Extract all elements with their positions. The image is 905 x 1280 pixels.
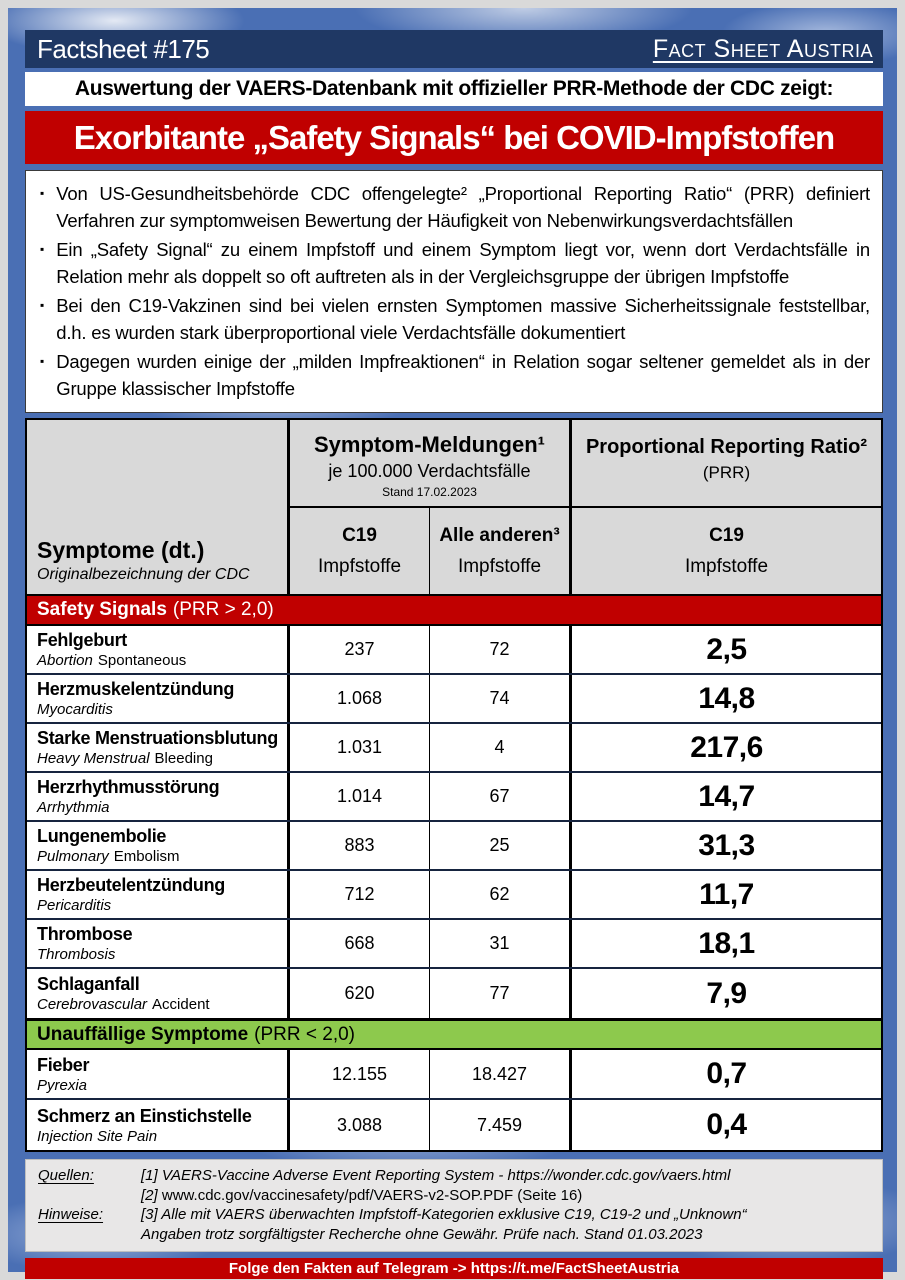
symptom-name-cell [27, 969, 290, 1018]
subtitle-strip [25, 72, 883, 106]
prr-value-cell: 11,7 [699, 877, 754, 911]
section-header-safety-signals: Safety Signals (PRR > 2,0) [27, 594, 881, 626]
sources-box [25, 1159, 883, 1252]
prr-value-cell: 31,3 [698, 828, 755, 862]
column-header-prr-c19: C19 Impfstoffe [684, 524, 769, 577]
other-count-cell: 4 [430, 724, 572, 771]
other-count-cell: 72 [430, 626, 572, 673]
table-row [27, 871, 881, 920]
data-table [25, 418, 883, 1152]
table-row [27, 822, 881, 871]
symptom-name-en: Pericarditis [37, 897, 112, 914]
symptom-name-cell [27, 822, 290, 869]
safety-signal-rows [27, 626, 881, 1018]
notes-lines [141, 1205, 872, 1244]
prr-value-cell: 2,5 [706, 632, 747, 666]
sources-row [38, 1166, 872, 1205]
square-bullet-icon: ▪ [40, 186, 45, 200]
symptom-name-de: Thrombose [37, 924, 133, 944]
symptom-name-de: Herzrhythmusstörung [37, 777, 220, 797]
prr-value-cell: 14,7 [698, 779, 755, 813]
other-count-cell: 18.427 [430, 1050, 572, 1098]
group-header-meldungen-subtitle: je 100.000 Verdachtsfälle [328, 461, 531, 481]
symptom-name-de: Herzbeutelentzündung [37, 875, 225, 895]
prr-value-cell: 0,7 [706, 1057, 747, 1090]
other-count-cell: 7.459 [430, 1100, 572, 1150]
table-row [27, 626, 881, 675]
group-header-meldungen [290, 420, 572, 508]
symptom-name-en: Cerebrovascular Accident [37, 996, 210, 1013]
c19-count-cell: 1.068 [290, 675, 430, 722]
bullet-item [40, 348, 870, 402]
column-header-alle-anderen: Alle anderen³ Impfstoffe [430, 508, 572, 594]
table-row [27, 675, 881, 724]
bullet-text: Von US-Gesundheitsbehörde CDC offengelegte² „Proportional Reporting Ratio“ (PRR) definiert Verfahren zur symptomweisen Bewertung der Häufigkeit von Nebenwirkungsverdachtsfällen [56, 183, 870, 231]
bullet-list [25, 170, 883, 413]
telegram-link-banner[interactable] [25, 1258, 883, 1279]
c19-count-cell: 1.014 [290, 773, 430, 820]
c19-count-cell: 237 [290, 626, 430, 673]
group-header-meldungen-title: Symptom-Meldungen¹ [314, 432, 545, 457]
symptom-name-cell [27, 920, 290, 967]
symptom-name-de: Schlaganfall [37, 974, 140, 994]
column-header-c19: C19 Impfstoffe [290, 508, 430, 594]
bullet-text: Bei den C19-Vakzinen sind bei vielen ernsten Symptomen massive Sicherheitssignale feststellbar, d.h. es wurden stark überproportional viele Verdachtsfälle dokumentiert [56, 295, 870, 343]
prr-value-cell: 7,9 [706, 976, 747, 1010]
bullet-text: Ein „Safety Signal“ zu einem Impfstoff und einem Symptom liegt vor, wenn dort Verdachtsfälle in Relation mehr als doppelt so oft auftreten als in der Vergleichsgruppe der übrigen Impfstoffe [56, 239, 870, 287]
symptom-name-de: Starke Menstruationsblutung [37, 728, 278, 748]
symptom-name-cell [27, 675, 290, 722]
column-header-symptome-subtitle: Originalbezeichnung der CDC [37, 566, 250, 583]
column-header-symptome [27, 420, 290, 594]
symptom-name-cell [27, 1100, 290, 1150]
table-row [27, 1100, 881, 1150]
bullet-text: Dagegen wurden einige der „milden Impfreaktionen“ in Relation sogar seltener gemeldet als in der Gruppe klassischer Impfstoffe [56, 351, 870, 399]
c19-count-cell: 12.155 [290, 1050, 430, 1098]
prr-value-cell: 14,8 [698, 681, 755, 715]
group-header-prr-subtitle: (PRR) [702, 463, 751, 482]
poster-background [8, 8, 897, 1277]
prr-value-cell: 0,4 [706, 1108, 747, 1141]
note-line-1: [3] Alle mit VAERS überwachten Impfstoff-Kategorien exklusive C19, C19-2 und „Unknown“ [141, 1206, 747, 1223]
unremarkable-symptom-rows [27, 1050, 881, 1150]
symptom-name-en: Thrombosis [37, 946, 116, 963]
group-header-meldungen-date: Stand 17.02.2023 [382, 485, 477, 499]
symptom-name-en: Arrhythmia [37, 799, 110, 816]
other-count-cell: 77 [430, 969, 572, 1018]
other-count-cell: 25 [430, 822, 572, 869]
c19-count-cell: 712 [290, 871, 430, 918]
bullet-item [40, 292, 870, 346]
bullet-item [40, 236, 870, 290]
telegram-link-text: Folge den Fakten auf Telegram -> https://t.me/FactSheetAustria [228, 1260, 680, 1277]
square-bullet-icon: ▪ [40, 242, 45, 256]
table-row [27, 773, 881, 822]
c19-count-cell: 620 [290, 969, 430, 1018]
other-count-cell: 31 [430, 920, 572, 967]
subtitle-text: Auswertung der VAERS-Datenbank mit offizieller PRR-Methode der CDC zeigt: [74, 77, 834, 100]
group-header-prr [572, 420, 881, 508]
bullet-item [40, 180, 870, 234]
factsheet-number: Factsheet #175 [37, 33, 210, 64]
c19-count-cell: 3.088 [290, 1100, 430, 1150]
symptom-name-de: Schmerz an Einstichstelle [37, 1105, 252, 1126]
symptom-name-en: Pulmonary Embolism [37, 848, 180, 865]
prr-value-cell: 18,1 [698, 926, 755, 960]
main-title-text: Exorbitante „Safety Signals“ bei COVID-Impfstoffen [73, 118, 835, 156]
symptom-name-de: Fehlgeburt [37, 630, 127, 650]
symptom-name-cell [27, 1050, 290, 1098]
symptom-name-en: Heavy Menstrual Bleeding [37, 750, 213, 767]
symptom-name-cell [27, 724, 290, 771]
sources-lines [141, 1166, 872, 1205]
poster-content [8, 8, 897, 1279]
table-row [27, 920, 881, 969]
sources-label: Quellen: [38, 1167, 94, 1184]
brand-name: Fact Sheet Austria [652, 34, 873, 63]
c19-count-cell: 668 [290, 920, 430, 967]
symptom-name-de: Fieber [37, 1054, 90, 1075]
section-header-unauffaellige-symptome: Unauffällige Symptome (PRR < 2,0) [27, 1018, 881, 1050]
square-bullet-icon: ▪ [40, 298, 45, 312]
other-count-cell: 62 [430, 871, 572, 918]
group-header-prr-title: Proportional Reporting Ratio² [585, 436, 868, 458]
table-row [27, 969, 881, 1018]
symptom-name-en: Abortion Spontaneous [37, 652, 187, 669]
notes-row [38, 1205, 872, 1244]
symptom-name-cell [27, 626, 290, 673]
main-title-banner [25, 111, 883, 164]
c19-count-cell: 1.031 [290, 724, 430, 771]
symptom-name-en: Myocarditis [37, 701, 113, 718]
notes-label: Hinweise: [38, 1206, 104, 1223]
symptom-name-cell [27, 773, 290, 820]
source-line-2: [2] www.cdc.gov/vaccinesafety/pdf/VAERS-v2-SOP.PDF (Seite 16) [141, 1186, 583, 1204]
column-header-symptome-title: Symptome (dt.) [37, 537, 205, 563]
table-row [27, 724, 881, 773]
other-count-cell: 74 [430, 675, 572, 722]
symptom-name-de: Herzmuskelentzündung [37, 679, 235, 699]
header-bar [25, 30, 883, 68]
symptom-name-de: Lungenembolie [37, 826, 167, 846]
table-header [27, 420, 881, 594]
source-line-1: [1] VAERS-Vaccine Adverse Event Reporting System - https://wonder.cdc.gov/vaers.html [141, 1167, 731, 1184]
symptom-name-en: Pyrexia [37, 1076, 88, 1094]
note-line-2: Angaben trotz sorgfältigster Recherche ohne Gewähr. Prüfe nach. Stand 01.03.2023 [141, 1225, 703, 1243]
table-row [27, 1050, 881, 1100]
square-bullet-icon: ▪ [40, 354, 45, 368]
symptom-name-cell [27, 871, 290, 918]
other-count-cell: 67 [430, 773, 572, 820]
c19-count-cell: 883 [290, 822, 430, 869]
prr-value-cell: 217,6 [690, 730, 763, 764]
symptom-name-en: Injection Site Pain [37, 1127, 158, 1145]
